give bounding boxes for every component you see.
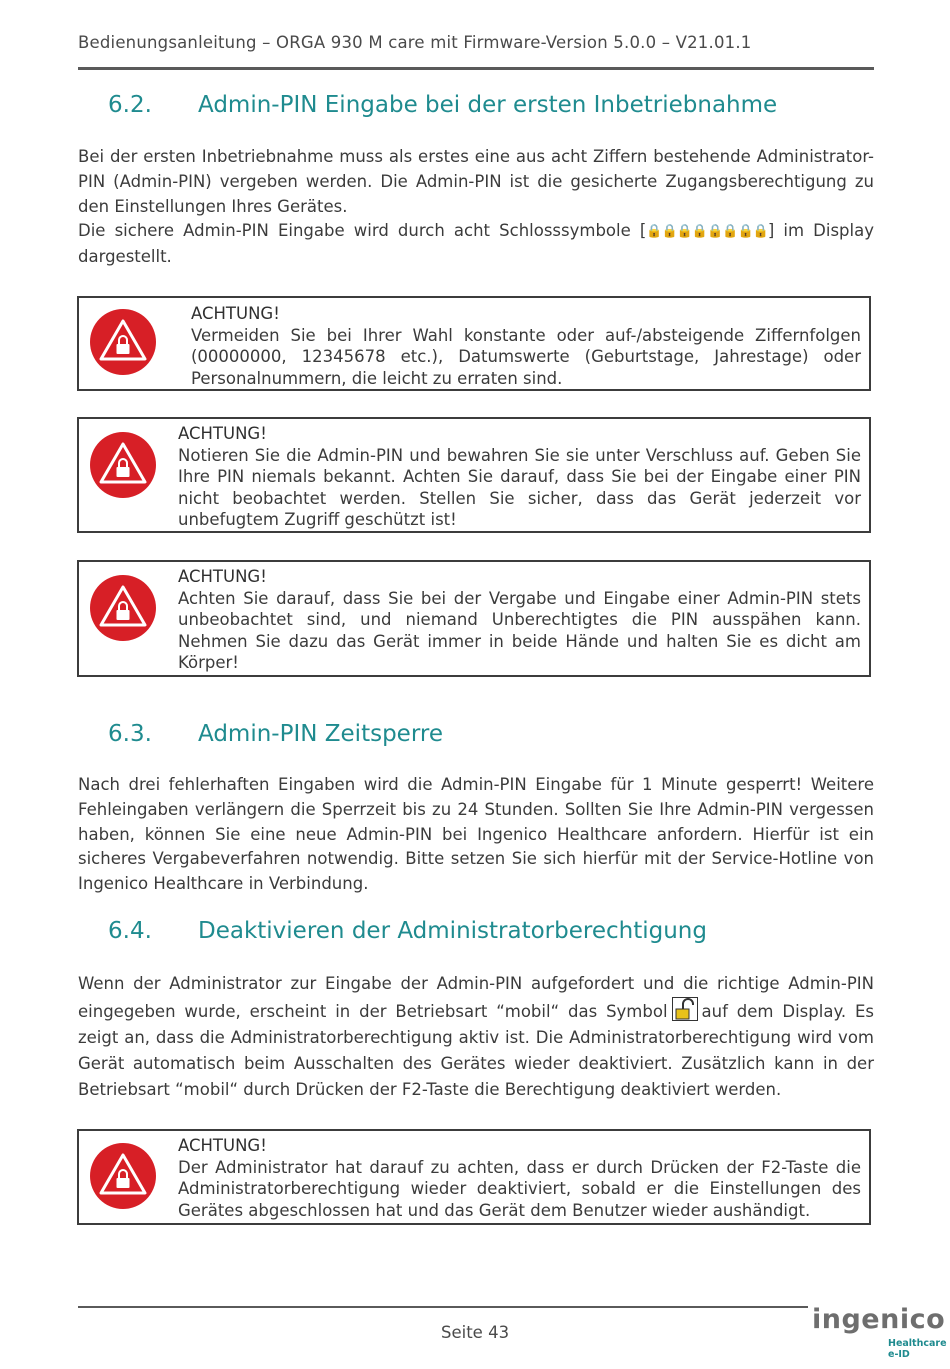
footer-divider	[78, 1306, 808, 1308]
lock-warning-icon	[90, 575, 156, 641]
logo-sub-eid: e-ID	[888, 1349, 910, 1360]
lock-warning-icon	[90, 432, 156, 498]
paragraph-6-4	[78, 971, 874, 1103]
warning-text: Vermeiden Sie bei Ihrer Wahl konstante oder auf-/absteigende Ziffernfolgen (00000000, 12345678 etc.), Datumswerte (Geburtstage, Jahrestage) oder Personalnummern, die leicht zu erraten sind.	[191, 325, 861, 388]
warning-box-3	[77, 560, 871, 677]
warning-title: ACHTUNG!	[178, 567, 267, 586]
page-number: Seite 43	[441, 1323, 510, 1342]
warning-content	[178, 1135, 861, 1221]
warning-box-4	[77, 1129, 871, 1225]
section-heading-6-3	[108, 721, 443, 747]
paragraph-text: Die sichere Admin-PIN Eingabe wird durch acht Schlosssymbole [	[78, 221, 647, 240]
warning-content	[191, 303, 861, 389]
warning-text: Der Administrator hat darauf zu achten, dass er durch Drücken der F2-Taste die Administratorberechtigung wieder deaktiviert, sobald er die Einstellungen des Gerätes abgeschlossen hat und das Gerät dem Benutzer wieder aushändigt.	[178, 1157, 861, 1220]
paragraph-text: auf dem Display. Es zeigt an, dass die Administratorberechtigung aktiv ist. Die Administratorberechtigung wird vom Gerät automatisch beim Ausschalten des Gerätes wieder deaktiviert. Zusätzlich kann in der Betriebsart “mobil“ durch Drücken der F2-Taste die Berechtigung deaktiviert werden.	[78, 1002, 875, 1099]
header-divider	[78, 67, 874, 70]
section-title: Deaktivieren der Administratorberechtigung	[198, 918, 707, 944]
warning-title: ACHTUNG!	[191, 304, 280, 323]
ingenico-logo	[812, 1304, 947, 1360]
warning-content	[178, 566, 861, 674]
warning-title: ACHTUNG!	[178, 424, 267, 443]
logo-sub-healthcare: Healthcare	[888, 1338, 947, 1349]
lock-warning-icon	[90, 309, 156, 375]
unlocked-padlock-icon	[672, 997, 698, 1021]
lock-warning-icon	[90, 1143, 156, 1209]
paragraph-6-2-intro: Bei der ersten Inbetriebnahme muss als erstes eine aus acht Ziffern bestehende Administrator-PIN (Admin-PIN) vergeben werden. Die Admin-PIN ist die gesicherte Zugangsberechtigung zu den Einstellungen Ihres Gerätes.	[78, 147, 874, 216]
section-number: 6.3.	[108, 721, 152, 747]
section-heading-6-2	[108, 92, 777, 118]
warning-title: ACHTUNG!	[178, 1136, 267, 1155]
warning-text: Achten Sie darauf, dass Sie bei der Vergabe und Eingabe einer Admin-PIN stets unbeobachtet sind, und niemand Unberechtigtes die PIN ausspähen kann. Nehmen Sie dazu das Gerät immer in beide Hände und halten Sie es dicht am Körper!	[178, 588, 861, 672]
logo-subtitle	[888, 1338, 947, 1360]
section-heading-6-4	[108, 918, 707, 944]
warning-box-2	[77, 417, 871, 533]
paragraph-text: Wenn der Administrator zur Eingabe der Admin-PIN aufgefordert und die richtige Admin-PIN eingegeben wurde, erscheint in der Betriebsart “mobil“ das Symbol	[78, 974, 874, 1021]
section-title: Admin-PIN Zeitsperre	[198, 721, 443, 747]
warning-box-1	[77, 296, 871, 391]
paragraph-text: ] im Display dargestellt.	[78, 221, 874, 266]
warning-content	[178, 423, 861, 531]
paragraph-6-2-locks	[78, 219, 874, 270]
logo-wordmark: ingenico	[812, 1304, 946, 1335]
section-number: 6.4.	[108, 918, 152, 944]
document-header-title: Bedienungsanleitung – ORGA 930 M care mit Firmware-Version 5.0.0 – V21.01.1	[78, 33, 752, 52]
section-title: Admin-PIN Eingabe bei der ersten Inbetriebnahme	[198, 92, 778, 118]
paragraph-6-3: Nach drei fehlerhaften Eingaben wird die Admin-PIN Eingabe für 1 Minute gesperrt! Weitere Fehleingaben verlängern die Sperrzeit bis zu 24 Stunden. Sollten Sie Ihre Admin-PIN vergessen haben, können Sie eine neue Admin-PIN bei Ingenico Healthcare anfordern. Hierfür ist ein sicheres Vergabeverfahren notwendig. Bitte setzen Sie sich hierfür mit der Service-Hotline von Ingenico Healthcare in Verbindung.	[78, 775, 874, 894]
lock-symbols: 🔒🔒🔒🔒🔒🔒🔒🔒	[646, 224, 768, 239]
section-number: 6.2.	[108, 92, 152, 118]
warning-text: Notieren Sie die Admin-PIN und bewahren Sie sie unter Verschluss auf. Geben Sie Ihre PIN niemals bekannt. Achten Sie darauf, dass Sie bei der Eingabe einer PIN nicht beobachtet werden. Stellen Sie sicher, dass das Gerät jederzeit vor unbefugtem Zugriff geschützt ist!	[178, 445, 861, 529]
